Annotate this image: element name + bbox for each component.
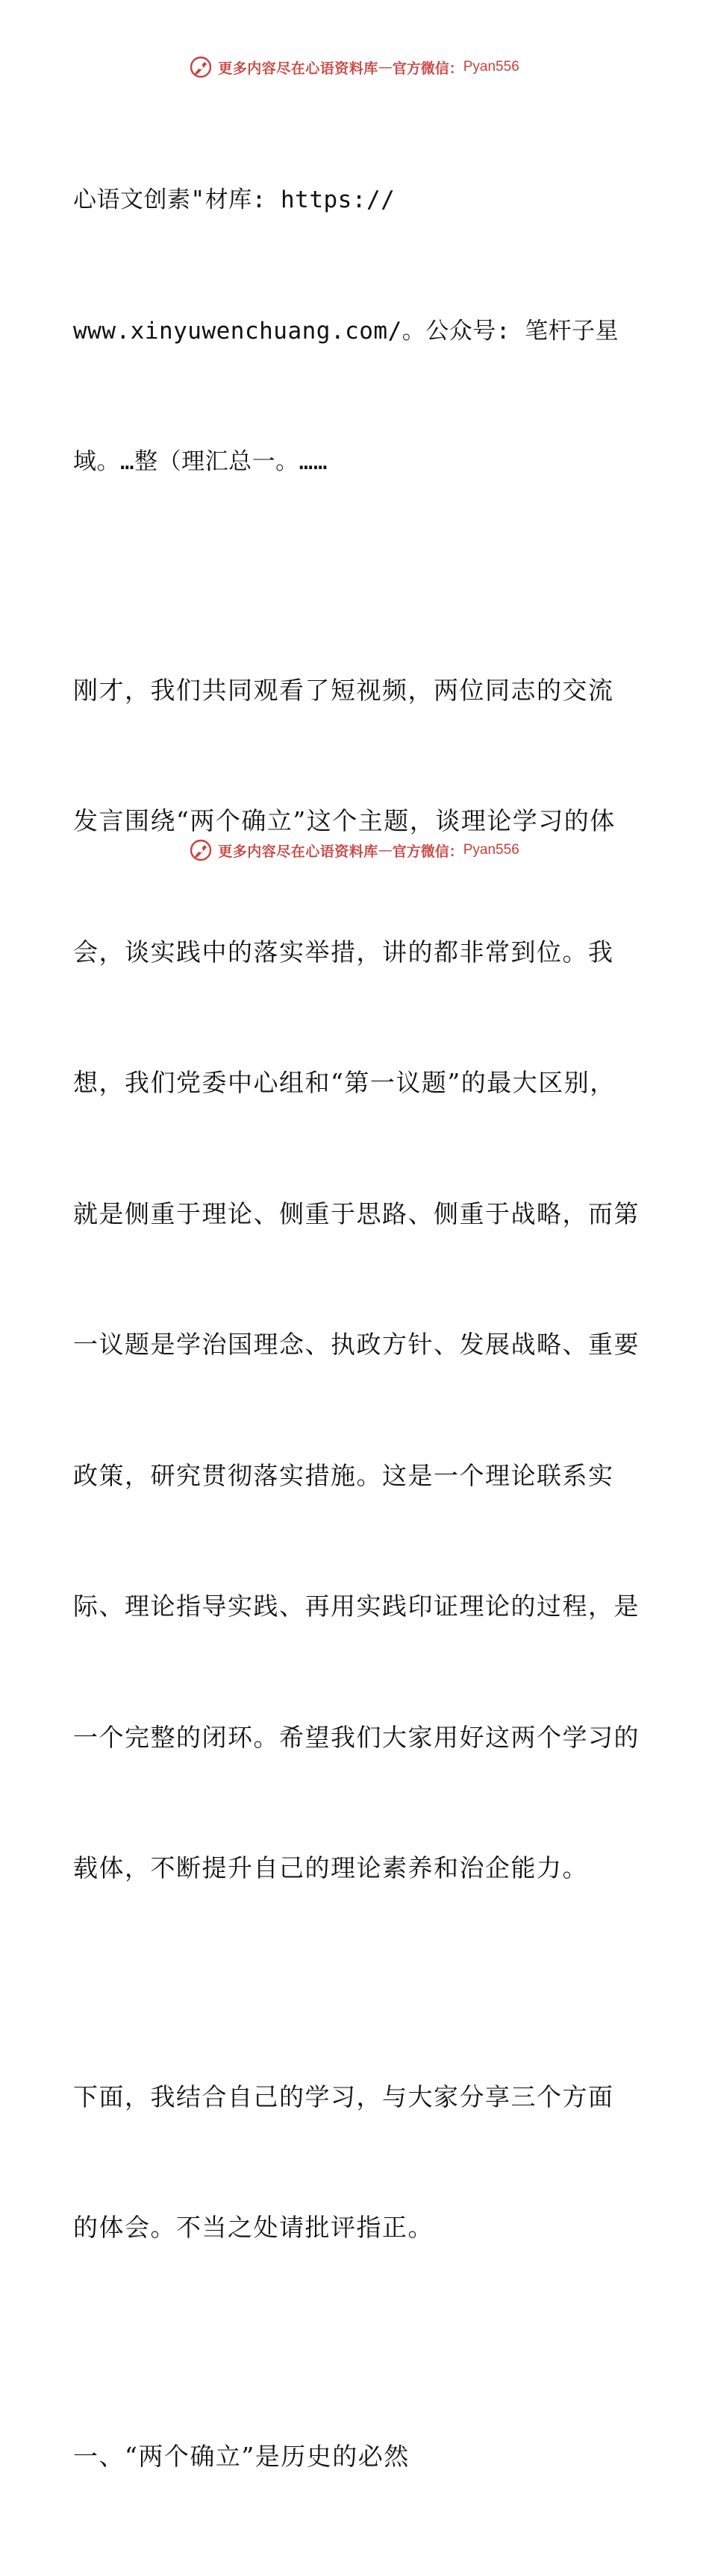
footer-banner-weixin-label: 官方微信：: [392, 843, 463, 860]
intro-line: www.xinyuwenchuang.com/。公众号: 笔杆子星: [73, 317, 619, 345]
paragraph-line: 的体会。不当之处请批评指正。: [73, 2213, 434, 2242]
footer-watermark-banner: [0, 835, 709, 865]
paragraph-line: 想，我们党委中心组和“第一议题”的最大区别，: [73, 1068, 616, 1097]
header-banner-weixin-label: 官方微信：: [392, 60, 463, 77]
intro-line: 域。…整（理汇总一。……: [73, 448, 328, 475]
header-watermark-banner: [0, 52, 709, 82]
footer-banner-text: 更多内容尽在心语资料库: [218, 843, 378, 860]
pen-logo-icon: [190, 56, 212, 78]
section-heading-1: [73, 2348, 640, 2566]
pen-logo-icon: [190, 839, 212, 861]
paragraph-line: 就是侧重于理论、侧重于思路、侧重于战略，而第: [73, 1199, 640, 1228]
heading-line: 一、“两个确立”是历史的必然: [73, 2441, 410, 2471]
header-banner-separator: —: [378, 59, 393, 75]
paragraph-line: 载体，不断提升自己的理论素养和治企能力。: [73, 1853, 588, 1882]
paragraph-line: 会，谈实践中的落实举措，讲的都非常到位。我: [73, 937, 614, 967]
paragraph-line: 一个完整的闭环。希望我们大家用好这两个学习的: [73, 1722, 640, 1752]
intro-paragraph: [73, 91, 640, 571]
header-banner-text: 更多内容尽在心语资料库: [218, 60, 378, 77]
footer-banner-weixin-id: Pyan556: [463, 842, 519, 858]
paragraph-1: [73, 582, 640, 1978]
paragraph-line: 下面，我结合自己的学习，与大家分享三个方面: [73, 2082, 614, 2111]
header-banner-weixin-id: Pyan556: [463, 59, 519, 75]
intro-line: 心语文创素"材库: https://: [73, 186, 396, 213]
paragraph-line: 刚才，我们共同观看了短视频，两位同志的交流: [73, 675, 614, 705]
paragraph-line: 发言围绕“两个确立”这个主题，谈理论学习的体: [73, 806, 616, 835]
paragraph-2: [73, 1988, 640, 2337]
paragraph-line: 际、理论指导实践、再用实践印证理论的过程，是: [73, 1592, 640, 1621]
paragraph-line: 政策，研究贯彻落实措施。这是一个理论联系实: [73, 1460, 614, 1490]
paragraph-line: 一议题是学治国理念、执政方针、发展战略、重要: [73, 1330, 640, 1359]
document-body: [73, 91, 640, 2576]
footer-banner-separator: —: [378, 842, 393, 858]
